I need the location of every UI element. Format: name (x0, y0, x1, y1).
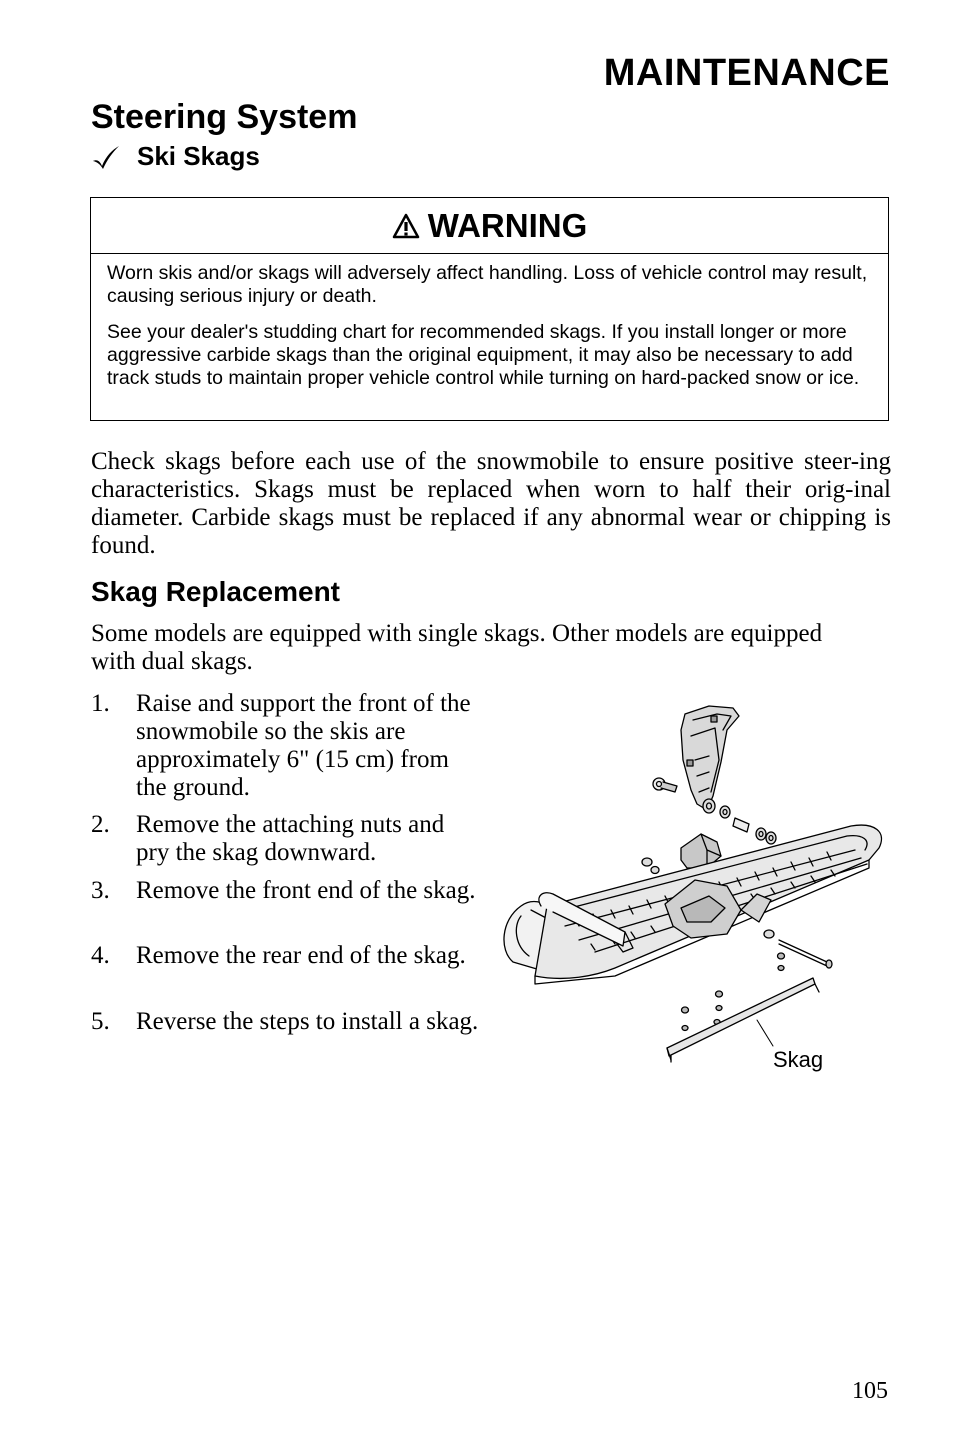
spindle-part (681, 706, 739, 810)
warning-paragraph: Worn skis and/or skags will adversely affect handling. Loss of vehicle control may result, causing serious injury or death. (107, 262, 868, 307)
skag-replacement-text: Some models are equipped with single skags. Other models are equipped with dual skags. (91, 620, 823, 675)
step-text: Reverse the steps to install a skag. (136, 1008, 479, 1035)
ski-skag-exploded-diagram (495, 700, 895, 1085)
warning-title: WARNING (427, 206, 588, 244)
page-number: 105 (852, 1378, 888, 1404)
subsection-title (91, 141, 260, 172)
nut-small (642, 858, 659, 874)
warning-triangle-icon (392, 213, 420, 239)
step-text: Remove the attaching nuts and pry the skag downward. (136, 811, 445, 866)
chapter-title: MAINTENANCE (603, 52, 890, 94)
checkmark-icon (91, 144, 121, 170)
warning-header (91, 198, 888, 254)
section-title: Steering System (91, 98, 358, 136)
step-number: 3. (91, 877, 110, 904)
intro-paragraph: Check skags before each use of the snowmobile to ensure positive steer-ing characteristics. Skags must be replaced when worn to half their orig-inal diameter. Carbide skags must be replaced if any abnormal wear or chipping is found. (91, 448, 891, 559)
step-text: Raise and support the front of the snowmobile so the skis are approximately 6" (15 cm) from the ground. (136, 690, 471, 801)
step-text: Remove the rear end of the skag. (136, 942, 466, 969)
ski-bolt (764, 930, 832, 968)
spindle-bolt (653, 778, 677, 792)
step-number: 2. (91, 811, 110, 838)
step-number: 4. (91, 942, 110, 969)
skag-callout-label: Skag (773, 1047, 824, 1072)
step-number: 5. (91, 1008, 110, 1035)
step-text: Remove the front end of the skag. (136, 877, 476, 904)
warning-paragraph: See your dealer's studding chart for recommended skags. If you install longer or more aggressive carbide skags than the original equipment, it may also be necessary to add track studs to maintain proper vehicle control while turning on hard-packed snow or ice. (107, 321, 860, 389)
hardware-washers (703, 799, 776, 844)
skag-leader-line (757, 1020, 773, 1046)
subsection-label: Ski Skags (137, 141, 260, 171)
warning-box (90, 197, 889, 421)
step-number: 1. (91, 690, 110, 717)
skag-replacement-heading: Skag Replacement (91, 576, 340, 607)
